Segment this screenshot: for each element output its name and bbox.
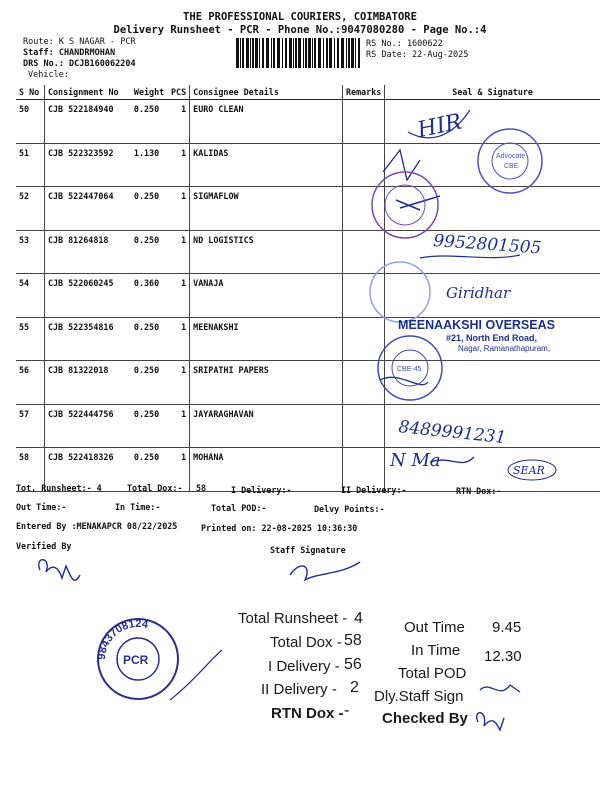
col-sno: S No	[16, 85, 44, 100]
row-pcs: 1	[167, 274, 189, 318]
row-consignment: CJB 522354816	[44, 317, 130, 361]
stamp-checked-by: Checked By	[382, 710, 468, 727]
row-sno: 51	[16, 143, 44, 187]
row-weight: 0.250	[131, 230, 167, 274]
checked-by-signature	[477, 713, 504, 730]
stamp-total-dox: Total Dox -	[270, 634, 342, 651]
row-consignment: CJB 522418326	[44, 448, 130, 492]
in-time-label: In Time:-	[115, 502, 161, 512]
meenakshi-stamp-addr1: #21, North End Road,	[446, 333, 538, 343]
sear-mark: SEAR	[513, 464, 545, 477]
stamp-total-pod: Total POD	[398, 665, 467, 682]
total-pod-label: Total POD:-	[211, 503, 267, 513]
stamp-out-time-val: 9.45	[492, 619, 522, 636]
cbe45-text: CBE-45	[397, 366, 422, 373]
rs-date: RS Date: 22-Aug-2025	[366, 50, 469, 60]
row-weight: 0.250	[131, 361, 167, 405]
row-consignee: MOHANA	[190, 448, 343, 492]
row-consignee: MEENAKSHI	[190, 317, 343, 361]
row-weight: 0.360	[131, 274, 167, 318]
route-label: Route: K S NAGAR - PCR	[23, 37, 136, 47]
tot-runsheet: Tot. Runsheet:- 4	[16, 483, 102, 493]
mohana-signature: N Ma	[390, 450, 441, 471]
staff-label: Staff: CHANDRMOHAN	[23, 48, 116, 58]
row-sno: 58	[16, 448, 44, 492]
pcr-stamp-text: PCR	[123, 653, 149, 667]
rs-number: RS No.: 1600622	[366, 39, 443, 49]
verified-by-label: Verified By	[16, 541, 72, 551]
staff-signature-label: Staff Signature	[270, 545, 346, 555]
stamp-total-dox-val: 58	[344, 632, 362, 649]
row-consignment: CJB 522060245	[44, 274, 130, 318]
stamp-ii-delivery: II Delivery -	[261, 681, 337, 698]
row-consignment: CJB 522184940	[44, 100, 130, 144]
delvy-points-label: Delvy Points:-	[314, 504, 385, 514]
row-sno: 56	[16, 361, 44, 405]
row-consignee: KALIDAS	[190, 143, 343, 187]
col-consignee: Consignee Details	[190, 85, 343, 100]
row-weight: 0.250	[131, 448, 167, 492]
advocate-stamp-text: Advocate	[496, 153, 526, 160]
stamp-rtn-dox-val: -	[344, 702, 350, 719]
row-pcs: 1	[167, 100, 189, 144]
drs-number: DRS No.: DCJB160062204	[23, 59, 136, 69]
row-weight: 0.250	[131, 317, 167, 361]
stamp-rtn-dox: RTN Dox -	[271, 705, 344, 722]
row-weight: 0.250	[131, 404, 167, 448]
advocate-stamp-cbe: CBE	[504, 163, 519, 170]
giridhar-signature: Giridhar	[446, 284, 511, 302]
row-weight: 0.250	[131, 100, 167, 144]
row-consignee: SRIPATHI PAPERS	[190, 361, 343, 405]
row-sno: 52	[16, 187, 44, 231]
row-sno: 53	[16, 230, 44, 274]
ii-delivery-label: II Delivery:-	[341, 485, 407, 495]
rtn-dox-label: RTN Dox:-	[456, 486, 502, 496]
col-seal-signature: Seal & Signature	[385, 85, 600, 100]
row-pcs: 1	[167, 187, 189, 231]
printed-on: Printed on: 22-08-2025 10:36:30	[201, 523, 358, 533]
row-sno: 54	[16, 274, 44, 318]
meenakshi-stamp-name: MEENAAKSHI OVERSEAS	[398, 318, 555, 332]
total-dox-label: Total Dox:-	[127, 483, 183, 493]
dly-staff-signature	[480, 685, 520, 692]
row-consignee: SIGMAFLOW	[190, 187, 343, 231]
row-consignee: VANAJA	[190, 274, 343, 318]
stamp-total-runsheet: Total Runsheet -	[238, 610, 348, 627]
entered-by: Entered By :MENAKAPCR 08/22/2025	[16, 521, 178, 531]
row-consignment: CJB 522444756	[44, 404, 130, 448]
col-consignment: Consignment No	[44, 85, 130, 100]
row-consignee: JAYARAGHAVAN	[190, 404, 343, 448]
pcr-stamp-ring: 9843708124	[95, 617, 150, 661]
stamp-i-delivery-val: 56	[344, 656, 362, 673]
row-pcs: 1	[167, 230, 189, 274]
row-pcs: 1	[167, 317, 189, 361]
stamp-total-runsheet-val: 4	[354, 610, 363, 627]
meenakshi-stamp-addr2: Nagar, Ramanathapuram,	[458, 344, 551, 353]
row-consignment: CJB 81322018	[44, 361, 130, 405]
vehicle-label: Vehicle:	[28, 70, 69, 80]
row-consignee: EURO CLEAN	[190, 100, 343, 144]
stamp-i-delivery: I Delivery -	[268, 658, 340, 675]
row-sno: 55	[16, 317, 44, 361]
row-consignment: CJB 522447064	[44, 187, 130, 231]
stamp-dly-staff-sign: Dly.Staff Sign	[374, 688, 464, 705]
col-remarks: Remarks	[342, 85, 384, 100]
stamp-in-time: In Time	[411, 642, 461, 659]
row-weight: 0.250	[131, 187, 167, 231]
phone-handwritten-1: 9952801505	[432, 231, 542, 259]
row-sno: 50	[16, 100, 44, 144]
col-weight: Weight	[131, 85, 167, 100]
row-weight: 1.130	[131, 143, 167, 187]
col-pcs: PCS	[167, 85, 189, 100]
row-pcs: 1	[167, 404, 189, 448]
company-title: THE PROFESSIONAL COURIERS, COIMBATORE	[183, 11, 417, 23]
hir-signature: HIR	[415, 109, 465, 144]
stamp-in-time-val: 12.30	[484, 648, 522, 665]
row-sno: 57	[16, 404, 44, 448]
stamp-ii-delivery-val: 2	[350, 679, 359, 696]
i-delivery-label: I Delivery:-	[231, 485, 292, 495]
phone-handwritten-2: 8489991231	[397, 417, 508, 449]
runsheet-title: Delivery Runsheet - PCR - Phone No.:9047080280 - Page No.:4	[113, 24, 487, 36]
row-pcs: 1	[167, 448, 189, 492]
row-consignee: ND LOGISTICS	[190, 230, 343, 274]
out-time-label: Out Time:-	[16, 502, 67, 512]
total-dox-value: 58	[196, 483, 207, 493]
row-consignment: CJB 522323592	[44, 143, 130, 187]
row-consignment: CJB 81264818	[44, 230, 130, 274]
row-pcs: 1	[167, 361, 189, 405]
stamp-out-time: Out Time	[404, 619, 465, 636]
row-pcs: 1	[167, 143, 189, 187]
